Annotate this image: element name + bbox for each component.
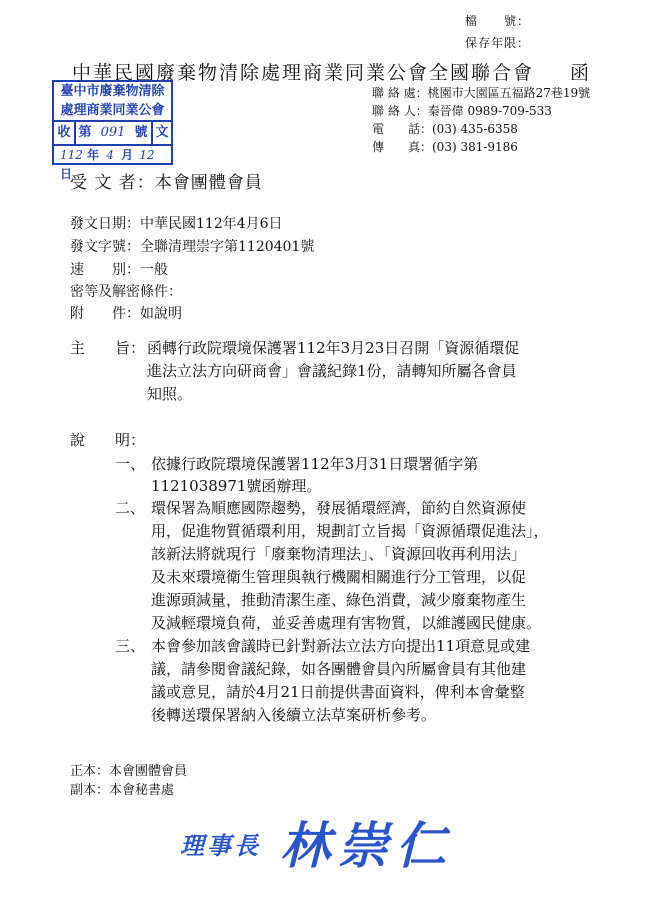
explanation-item-2-line-6: 及減輕環境負荷，並妥善處理有害物質，以維護國民健康。 [151, 614, 542, 632]
contact-fax: 傳 真：(03) 381-9186 [372, 140, 518, 154]
stamp-date [54, 146, 171, 181]
subject-line-3: 知照。 [147, 385, 193, 403]
stamp-shou: 收 [57, 125, 71, 140]
delivery-speed: 速 別：一般 [70, 262, 168, 278]
explanation-item-3-line-2: 議，請參閱會議紀錄，如各團體會員內所屬會員有其他建 [151, 660, 527, 678]
recipient: 受 文 者：本會團體會員 [70, 173, 263, 193]
stamp-wen: 文 [155, 125, 169, 140]
stamp-org [54, 82, 171, 122]
stamp-org-line1: 臺中市廢棄物清除 [60, 84, 165, 99]
original-recipient: 正本：本會團體會員 [70, 764, 188, 779]
stamp-date-year: 112 [60, 148, 83, 162]
contact-address: 聯 絡 處：桃園市大園區五福路27巷19號 [372, 86, 591, 100]
explanation-item-3-line-4: 後轉送環保署納入後續立法草案研析參考。 [151, 706, 437, 724]
explanation-item-2-line-2: 用，促進物質循環利用，規劃訂立旨揭「資源循環促進法」， [151, 522, 549, 540]
receipt-stamp [52, 80, 173, 181]
stamp-di: 第 [78, 125, 92, 140]
chairman-signature: 林崇仁 [280, 817, 454, 875]
subject-line-2: 進法立法方向研商會」會議紀錄1份，請轉知所屬各會員 [147, 362, 517, 380]
explanation-item-2-number: 二、 [115, 499, 146, 517]
reference-number: 發文字號：全聯清理崇字第1120401號 [70, 239, 315, 255]
stamp-date-nian: 年 [87, 148, 100, 162]
explanation-item-3-line-1: 本會參加該會議時已針對新法立法方向提出11項意見或建 [151, 637, 531, 655]
explanation-item-1-line-1: 依據行政院環境保護署112年3月31日環署循字第 [151, 455, 479, 473]
explanation-item-2-line-1: 環保署為順應國際趨勢，發展循環經濟，節約自然資源使 [151, 499, 527, 517]
subject-label: 主 旨： [70, 339, 146, 357]
stamp-receipt-number [54, 122, 171, 146]
contact-person: 聯 絡 人：秦晉偉 0989-709-533 [372, 104, 552, 118]
copy-recipient: 副本：本會秘書處 [70, 783, 175, 798]
stamp-org-line2: 處理商業同業公會 [60, 103, 165, 118]
explanation-item-1-line-2: 1121038971號函辦理。 [151, 477, 322, 495]
explanation-item-3-line-3: 議或意見，請於4月21日前提供書面資料，俾利本會彙整 [151, 683, 525, 701]
issue-date: 發文日期：中華民國112年4月6日 [70, 216, 283, 232]
explanation-item-1-number: 一、 [115, 455, 146, 473]
contact-phone: 電 話：(03) 435-6358 [372, 122, 518, 136]
explanation-item-2-line-4: 及未來環境衛生管理與執行機關相關進行分工管理，以促 [151, 568, 527, 586]
stamp-date-yue: 月 [121, 148, 134, 162]
secrecy-condition: 密等及解密條件： [70, 284, 182, 300]
explanation-label: 說 明： [70, 431, 146, 449]
retention-period-label: 保存年限： [465, 36, 531, 50]
attachment: 附 件：如說明 [70, 306, 182, 322]
organization-name: 中華民國廢棄物清除處理商業同業公會全國聯合會 [72, 62, 535, 84]
stamp-number: 091 [100, 125, 126, 140]
stamp-date-month: 4 [106, 148, 114, 162]
explanation-item-3-number: 三、 [115, 637, 146, 655]
explanation-item-2-line-3: 該新法將就現行「廢棄物清理法」、「資源回收再利用法」 [151, 545, 527, 563]
stamp-hao: 號 [134, 125, 148, 140]
chairman-title: 理事長 [180, 832, 261, 860]
explanation-item-2-line-5: 進源頭減量，推動清潔生產、綠色消費，減少廢棄物產生 [151, 591, 527, 609]
stamp-date-day: 12 [139, 148, 155, 162]
stamp-date-ri: 日 [60, 167, 73, 181]
subject-line-1: 函轉行政院環境保護署112年3月23日召開「資源循環促 [147, 339, 520, 357]
document-type: 函 [570, 62, 592, 84]
file-number-label: 檔 號： [465, 14, 531, 28]
